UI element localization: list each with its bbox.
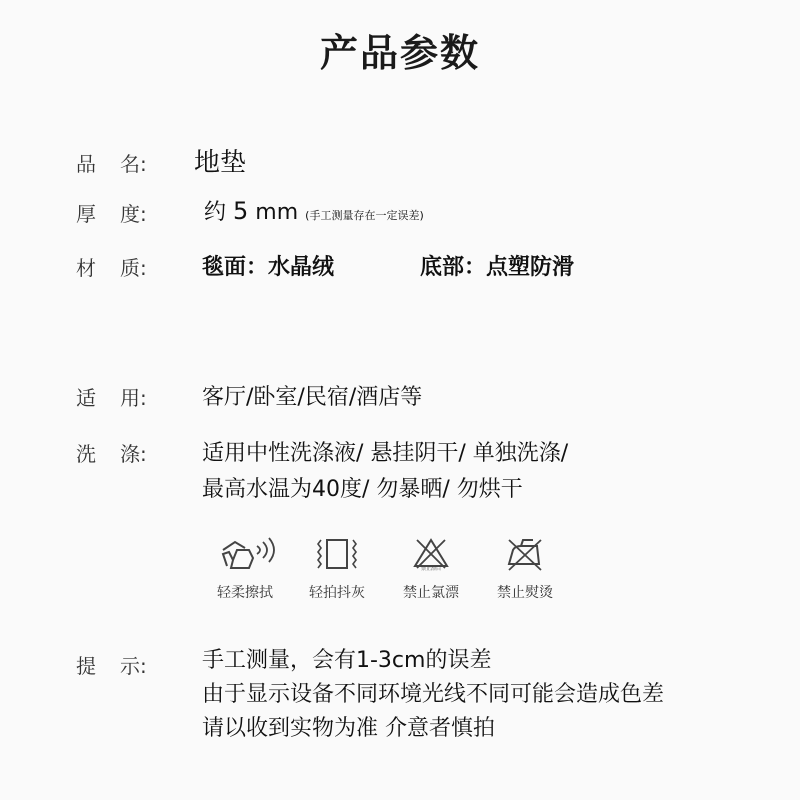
thickness-note: (手工测量存在一定误差) <box>305 209 424 222</box>
thickness-prefix: 约 <box>204 200 227 225</box>
label-char: 提 <box>76 654 96 678</box>
param-label <box>76 252 147 281</box>
care-icon-item <box>292 536 382 602</box>
param-label <box>76 148 147 177</box>
no-bleach-icon <box>386 536 476 572</box>
tip-line-1: 手工测量，会有1-3cm的误差 <box>202 648 492 673</box>
label-char: 度: <box>120 202 147 226</box>
label-char: 名: <box>120 152 147 176</box>
care-icon-item <box>200 536 290 602</box>
surface-value: 水晶绒 <box>268 255 335 280</box>
label-char: 品 <box>76 152 96 176</box>
care-icon-item <box>480 536 570 602</box>
hand-wipe-icon <box>200 536 290 572</box>
page-title: 产品参数 <box>319 31 480 75</box>
param-label <box>76 650 147 679</box>
bottom-value: 点塑防滑 <box>486 255 575 280</box>
param-label <box>76 438 147 467</box>
label-char: 用: <box>120 386 147 410</box>
tips-text <box>202 644 664 746</box>
care-label: 禁止熨烫 <box>497 585 553 601</box>
care-label: 禁止氯漂 <box>403 585 459 601</box>
surface-label: 毯面： <box>202 255 269 280</box>
thickness-number: 5 <box>233 197 249 225</box>
pat-shake-icon <box>292 536 382 572</box>
care-label: 轻柔擦拭 <box>217 585 273 601</box>
param-label <box>76 382 147 411</box>
label-char: 洗 <box>76 442 96 466</box>
usage-value: 客厅/卧室/民宿/酒店等 <box>202 385 423 410</box>
washing-line-2: 最高水温为40度/ 勿暴晒/ 勿烘干 <box>202 477 523 502</box>
tip-line-2: 由于显示设备不同环境光线不同可能会造成色差 <box>202 682 665 707</box>
product-name-value: 地垫 <box>194 148 247 178</box>
care-icons <box>200 536 600 606</box>
label-char: 质: <box>120 256 147 280</box>
label-char: 材 <box>76 256 96 280</box>
care-icon-item <box>386 536 476 602</box>
param-label <box>76 198 147 227</box>
label-char: 示: <box>120 654 147 678</box>
bottom-label: 底部： <box>420 255 487 280</box>
material-bottom <box>420 250 574 281</box>
no-iron-icon <box>480 536 570 572</box>
thickness-value <box>204 195 424 226</box>
svg-text:禁止漂白: 禁止漂白 <box>420 566 442 572</box>
thickness-unit: mm <box>255 200 299 225</box>
label-char: 涤: <box>120 442 147 466</box>
care-label: 轻拍抖灰 <box>309 585 365 601</box>
tip-line-3: 请以收到实物为准 介意者慎拍 <box>202 716 495 741</box>
material-surface <box>202 250 334 281</box>
label-char: 厚 <box>76 202 96 226</box>
washing-line-1: 适用中性洗涤液/ 悬挂阴干/ 单独洗涤/ <box>202 441 569 466</box>
label-char: 适 <box>76 386 96 410</box>
